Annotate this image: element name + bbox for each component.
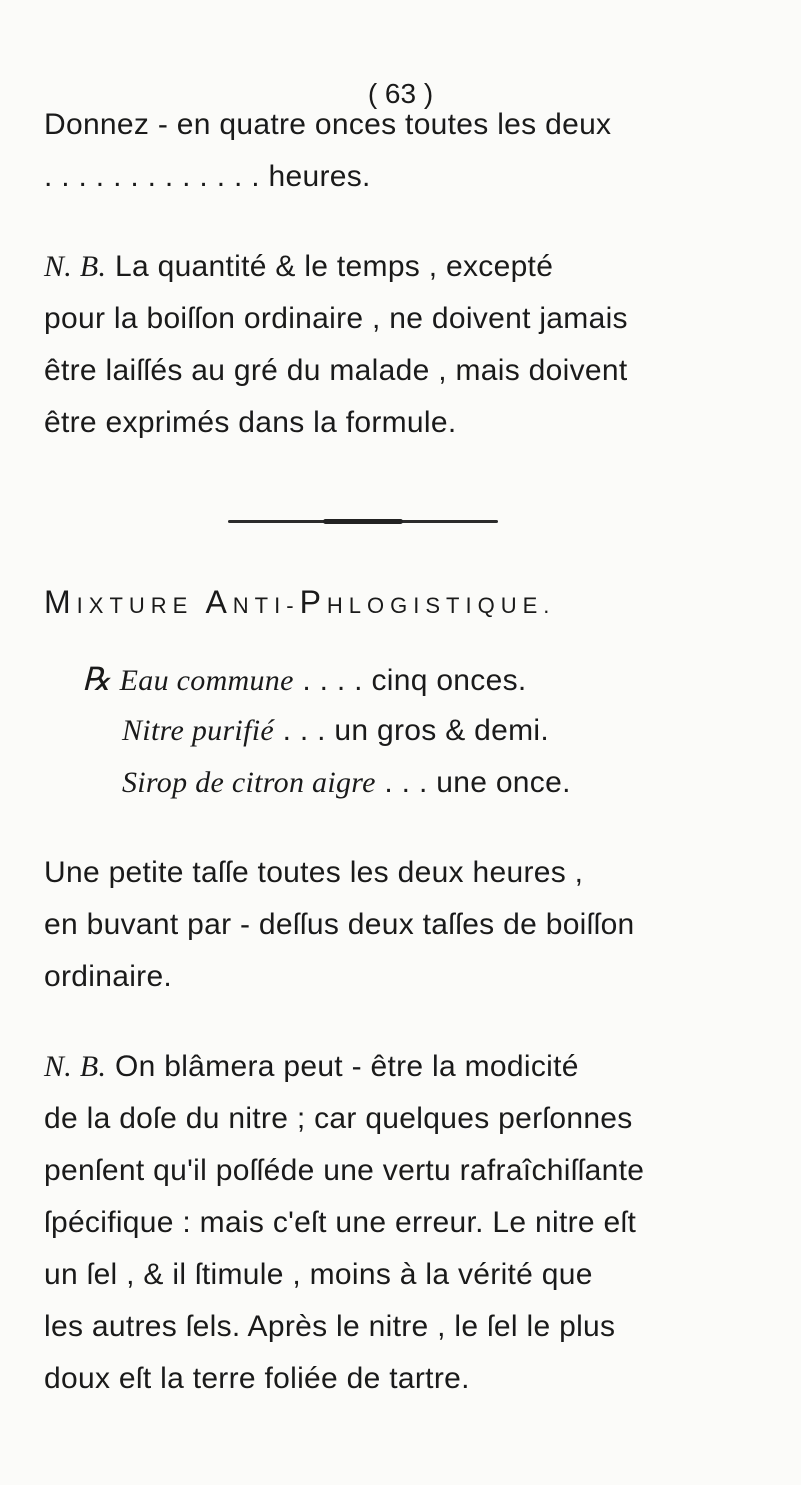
item-name-3: Sirop de citron aigre xyxy=(122,766,376,799)
item-amount-3: une once. xyxy=(436,766,571,799)
title-sc-nti: NTI- xyxy=(232,593,300,618)
page-number: ( 63 ) xyxy=(367,78,434,109)
nb1-mark: N. B. xyxy=(44,250,107,283)
instructions-line-3: ordinaire. xyxy=(44,960,173,993)
nb2-text-1: On blâmera peut - être la modicité xyxy=(106,1050,579,1083)
item-amount-2: un gros & demi. xyxy=(334,714,550,747)
nb1-line-1 xyxy=(44,250,553,284)
item-amount-1: cinq onces. xyxy=(371,664,527,697)
title-sc-ixture: IXTURE xyxy=(76,593,206,618)
item-name-1: Eau commune xyxy=(119,664,294,697)
nb2-line-6: les autres ſels. Après le nitre , le ſel le plus xyxy=(44,1310,616,1343)
recipe-title xyxy=(44,584,555,621)
opening-line-2: . . . . . . . . . . . . . heures. xyxy=(44,160,371,193)
instructions-line-2: en buvant par - deſſus deux taſſes de boiſſon xyxy=(44,908,635,941)
title-cap-p: P xyxy=(299,584,327,620)
nb2-line-3: penſent qu'il poſſéde une vertu rafraîchiſſante xyxy=(44,1154,645,1187)
nb2-line-1 xyxy=(44,1050,579,1084)
recipe-symbol: ℞ xyxy=(82,660,111,698)
nb2-line-4: ſpécifique : mais c'eſt une erreur. Le nitre eſt xyxy=(44,1206,637,1239)
opening-line-1: Donnez - en quatre onces toutes les deux xyxy=(44,108,612,141)
nb1-text-1: La quantité & le temps , excepté xyxy=(106,250,554,283)
instructions-line-1: Une petite taſſe toutes les deux heures , xyxy=(44,856,584,889)
title-cap-m: M xyxy=(44,584,77,620)
title-sc-hlogistique: HLOGISTIQUE. xyxy=(326,593,556,618)
nb2-mark: N. B. xyxy=(44,1050,107,1083)
item-name-2: Nitre purifié xyxy=(122,714,274,747)
nb1-line-3: être laiſſés au gré du malade , mais doivent xyxy=(44,354,628,387)
nb1-line-2: pour la boiſſon ordinaire , ne doivent jamais xyxy=(44,302,628,335)
recipe-item-2 xyxy=(122,714,549,748)
item-dots-3: . . . xyxy=(375,766,437,799)
nb2-line-7: doux eſt la terre foliée de tartre. xyxy=(44,1362,470,1395)
item-dots-1: . . . . xyxy=(293,664,372,697)
recipe-item-1 xyxy=(82,660,527,698)
item-dots-2: . . . xyxy=(273,714,335,747)
nb1-line-4: être exprimés dans la formule. xyxy=(44,406,457,439)
nb2-line-5: un ſel , & il ſtimule , moins à la vérité que xyxy=(44,1258,593,1291)
title-cap-a: A xyxy=(205,584,233,620)
ornamental-rule xyxy=(228,520,498,523)
recipe-item-3 xyxy=(122,766,571,800)
nb2-line-2: de la doſe du nitre ; car quelques perſonnes xyxy=(44,1102,633,1135)
